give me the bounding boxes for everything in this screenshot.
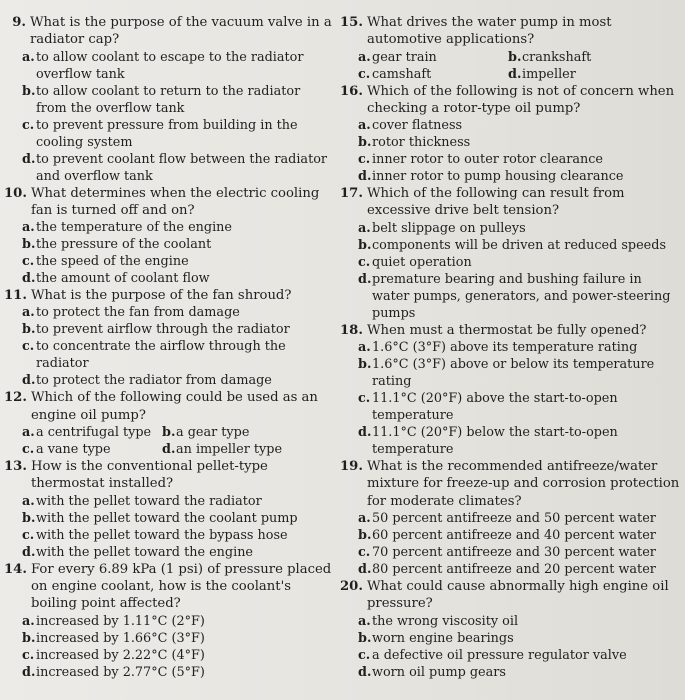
answer-option — [358, 49, 508, 66]
option-text: increased by 1.11°C (2°F) — [36, 613, 205, 629]
option-text: premature bearing and bushing failure in water pumps, generators, and power-steering pumps — [372, 271, 671, 321]
question-text: How is the conventional pellet-type thermostat installed? — [30, 459, 268, 492]
answer-option — [4, 338, 334, 372]
answer-option — [508, 66, 576, 83]
option-text: the wrong viscosity oil — [372, 613, 519, 629]
option-letter: a. — [358, 510, 371, 526]
question-stem — [4, 185, 334, 220]
option-letter: c. — [358, 647, 371, 663]
question-text: Which of the following is not of concern when checking a rotor-type oil pump? — [366, 83, 675, 116]
question-9 — [4, 14, 334, 185]
option-letter: d. — [22, 271, 36, 287]
answer-option — [4, 372, 334, 389]
option-letter: a. — [22, 49, 35, 65]
option-letter: d. — [22, 664, 36, 680]
option-text: increased by 2.22°C (4°F) — [36, 647, 205, 663]
option-letter: d. — [358, 425, 372, 441]
option-text: a vane type — [36, 442, 111, 458]
answer-option — [340, 544, 680, 561]
question-text: What is the purpose of the fan shroud? — [30, 288, 292, 304]
answer-option — [4, 321, 334, 338]
question-11 — [4, 287, 334, 389]
question-16 — [340, 83, 680, 186]
option-letter: a. — [22, 613, 35, 629]
question-10 — [4, 185, 334, 288]
option-text: gear train — [372, 49, 437, 65]
question-18 — [340, 322, 680, 458]
option-text: the speed of the engine — [36, 254, 189, 270]
answer-option — [4, 510, 334, 527]
option-letter: a. — [22, 493, 35, 509]
option-text: to prevent airflow through the radiator — [36, 322, 290, 338]
option-letter: b. — [358, 237, 372, 253]
option-text: an impeller type — [176, 442, 283, 458]
question-17 — [340, 185, 680, 322]
question-text: For every 6.89 kPa (1 psi) of pressure placed on engine coolant, how is the coolant's boiling point affected? — [30, 561, 332, 612]
option-letter: c. — [22, 117, 35, 133]
answer-option — [340, 271, 680, 322]
answer-option — [4, 613, 334, 630]
question-14 — [4, 561, 334, 681]
option-letter: c. — [358, 544, 371, 560]
option-text: camshaft — [372, 66, 432, 82]
question-19 — [340, 458, 680, 578]
question-number: 11. — [4, 288, 27, 304]
option-text: 60 percent antifreeze and 40 percent water — [372, 527, 656, 543]
option-text: 11.1°C (20°F) below the start-to-open temperature — [372, 425, 618, 458]
question-12 — [4, 389, 334, 458]
answer-option — [4, 117, 334, 151]
question-stem — [4, 389, 334, 424]
question-stem — [4, 561, 334, 613]
question-text: What is the recommended antifreeze/water mixture for freeze-up and corrosion protection for moderate climates? — [366, 459, 680, 509]
answer-option — [340, 664, 680, 681]
option-text: 1.6°C (3°F) above its temperature rating — [372, 340, 638, 356]
option-text: 70 percent antifreeze and 30 percent water — [372, 544, 656, 560]
option-letter: b. — [22, 510, 36, 526]
answer-option — [4, 493, 334, 510]
option-text: the temperature of the engine — [36, 220, 232, 236]
answer-option — [340, 168, 680, 185]
question-stem — [4, 14, 334, 49]
option-letter: c. — [358, 391, 371, 407]
option-text: cover flatness — [372, 118, 463, 134]
option-text: to allow coolant to return to the radiator from the overflow tank — [36, 83, 301, 116]
question-text: What determines when the electric cooling fan is turned off and on? — [30, 185, 320, 218]
answer-option — [4, 527, 334, 544]
answer-option — [4, 544, 334, 561]
answer-option — [4, 151, 334, 185]
question-stem — [340, 185, 680, 220]
option-text: to prevent coolant flow between the radiator and overflow tank — [36, 151, 328, 184]
option-text: a defective oil pressure regulator valve — [372, 647, 627, 663]
option-letter: d. — [358, 169, 372, 185]
answer-option — [4, 647, 334, 664]
option-letter: b. — [22, 630, 36, 646]
option-text: quiet operation — [372, 254, 472, 270]
option-text: belt slippage on pulleys — [372, 220, 526, 236]
option-letter: c. — [358, 254, 371, 270]
answer-option — [340, 237, 680, 254]
question-20 — [340, 578, 680, 681]
option-letter: b. — [22, 83, 36, 99]
option-letter: a. — [22, 425, 35, 441]
answer-option — [340, 117, 680, 134]
answer-option — [340, 647, 680, 664]
option-letter: d. — [358, 561, 372, 577]
answer-option — [4, 219, 334, 236]
option-letter: b. — [358, 527, 372, 543]
question-text: What is the purpose of the vacuum valve in a radiator cap? — [30, 15, 332, 48]
option-letter: b. — [22, 322, 36, 338]
option-text: to protect the radiator from damage — [36, 373, 272, 389]
question-number: 15. — [340, 15, 363, 30]
question-number: 9. — [12, 15, 26, 30]
answer-option-row — [4, 441, 334, 458]
option-text: to concentrate the airflow through the radiator — [36, 339, 286, 372]
question-13 — [4, 458, 334, 561]
option-letter: a. — [358, 49, 371, 65]
option-text: with the pellet toward the coolant pump — [36, 510, 298, 526]
option-text: the pressure of the coolant — [36, 237, 212, 253]
option-letter: b. — [358, 135, 372, 151]
question-stem — [340, 578, 680, 613]
option-text: crankshaft — [522, 49, 592, 65]
option-letter: c. — [358, 66, 371, 82]
question-number: 17. — [340, 186, 363, 202]
question-text: What drives the water pump in most automotive applications? — [366, 15, 612, 48]
question-stem — [340, 14, 680, 49]
answer-option — [22, 424, 162, 441]
question-number: 18. — [340, 322, 363, 338]
answer-option — [340, 630, 680, 647]
option-text: components will be driven at reduced speeds — [372, 237, 667, 253]
question-stem — [340, 322, 680, 339]
option-letter: d. — [358, 664, 372, 680]
option-text: impeller — [522, 66, 576, 82]
option-letter: d. — [508, 66, 522, 82]
answer-option — [358, 66, 508, 83]
question-number: 20. — [340, 578, 363, 594]
option-letter: b. — [162, 425, 176, 441]
answer-option — [508, 49, 591, 66]
answer-option — [4, 270, 334, 287]
option-text: inner rotor to pump housing clearance — [372, 169, 624, 185]
answer-option — [4, 236, 334, 253]
option-text: to prevent pressure from building in the cooling system — [36, 117, 298, 150]
question-text: Which of the following can result from excessive drive belt tension? — [366, 186, 625, 219]
option-letter: c. — [22, 339, 35, 355]
option-letter: d. — [358, 271, 372, 287]
option-text: with the pellet toward the engine — [36, 544, 254, 560]
option-text: with the pellet toward the bypass hose — [36, 527, 288, 543]
option-text: to protect the fan from damage — [36, 305, 240, 321]
answer-option — [4, 253, 334, 270]
question-stem — [4, 458, 334, 493]
option-letter: d. — [22, 544, 36, 560]
answer-option — [340, 561, 680, 578]
right-column — [340, 14, 680, 681]
answer-option — [4, 49, 334, 83]
option-letter: a. — [22, 220, 35, 236]
option-text: a centrifugal type — [36, 425, 152, 441]
option-text: 1.6°C (3°F) above or below its temperature rating — [372, 357, 655, 390]
question-15 — [340, 14, 680, 83]
answer-option — [340, 134, 680, 151]
question-number: 19. — [340, 459, 363, 475]
question-number: 14. — [4, 561, 27, 577]
answer-option — [340, 510, 680, 527]
question-text: Which of the following could be used as an engine oil pump? — [30, 390, 318, 423]
question-number: 12. — [4, 390, 27, 406]
answer-option — [340, 254, 680, 271]
answer-option — [340, 356, 680, 390]
option-letter: c. — [22, 442, 35, 458]
option-text: worn oil pump gears — [372, 664, 506, 680]
option-letter: c. — [22, 254, 35, 270]
option-letter: d. — [162, 442, 176, 458]
option-text: the amount of coolant flow — [36, 271, 210, 287]
option-text: rotor thickness — [372, 135, 471, 151]
option-letter: c. — [358, 152, 371, 168]
answer-option-row — [340, 49, 680, 66]
option-text: to allow coolant to escape to the radiator overflow tank — [36, 49, 304, 82]
question-stem — [340, 458, 680, 510]
answer-option — [4, 83, 334, 117]
answer-option — [340, 390, 680, 424]
option-letter: b. — [358, 630, 372, 646]
option-letter: b. — [358, 357, 372, 373]
option-letter: d. — [22, 151, 36, 167]
answer-option — [4, 664, 334, 681]
answer-option-row — [4, 424, 334, 441]
question-text: What could cause abnormally high engine oil pressure? — [366, 578, 669, 612]
option-text: 11.1°C (20°F) above the start-to-open temperature — [372, 391, 618, 424]
option-text: 80 percent antifreeze and 20 percent water — [372, 561, 656, 577]
option-text: inner rotor to outer rotor clearance — [372, 152, 603, 168]
answer-option — [340, 339, 680, 356]
answer-option — [22, 441, 162, 458]
question-text: When must a thermostat be fully opened? — [366, 322, 647, 338]
option-letter: c. — [22, 647, 35, 663]
option-text: with the pellet toward the radiator — [36, 493, 262, 509]
option-letter: d. — [22, 373, 36, 389]
question-number: 10. — [4, 185, 27, 201]
option-text: worn engine bearings — [372, 630, 514, 646]
question-stem — [340, 83, 680, 118]
answer-option — [162, 441, 282, 458]
option-letter: a. — [358, 118, 371, 134]
question-number: 13. — [4, 459, 27, 475]
answer-option — [162, 424, 249, 441]
option-text: increased by 1.66°C (3°F) — [36, 630, 205, 646]
option-letter: a. — [358, 613, 371, 629]
option-text: 50 percent antifreeze and 50 percent water — [372, 510, 656, 526]
option-letter: a. — [358, 220, 371, 236]
answer-option — [340, 220, 680, 237]
left-column — [4, 14, 334, 681]
option-letter: b. — [508, 49, 522, 65]
answer-option — [340, 424, 680, 458]
answer-option — [340, 151, 680, 168]
answer-option — [340, 613, 680, 630]
question-stem — [4, 287, 334, 304]
answer-option — [340, 527, 680, 544]
question-number: 16. — [340, 83, 363, 99]
answer-option-row — [340, 66, 680, 83]
option-text: a gear type — [176, 425, 250, 441]
option-letter: b. — [22, 237, 36, 253]
option-letter: a. — [358, 340, 371, 356]
answer-option — [4, 304, 334, 321]
option-text: increased by 2.77°C (5°F) — [36, 664, 205, 680]
option-letter: c. — [22, 527, 35, 543]
option-letter: a. — [22, 305, 35, 321]
answer-option — [4, 630, 334, 647]
